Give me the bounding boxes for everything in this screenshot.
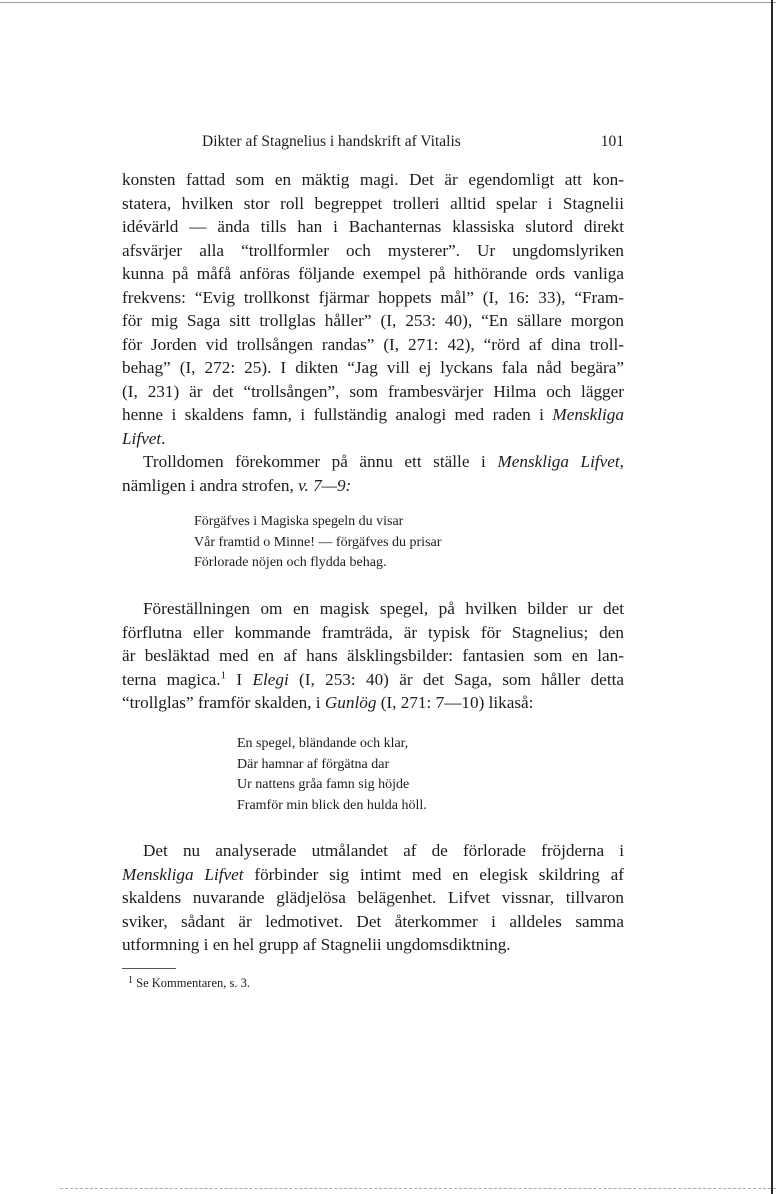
text-line: idévärld — ända tills han i Bachanternas klassiska slutord direkt <box>122 217 624 236</box>
italic-title: Menskliga Lifvet <box>122 864 244 884</box>
text-line: Föreställningen om en magisk spegel, på hvilken bilder ur det <box>143 599 624 618</box>
page-header <box>122 133 624 155</box>
text-line <box>122 450 624 474</box>
scan-bottom-edge <box>60 1188 776 1189</box>
running-title: Dikter af Stagnelius i handskrift af Vitalis <box>202 133 461 150</box>
footnote-text: Se Kommentaren, s. 3. <box>133 976 250 990</box>
paragraph-4 <box>122 839 624 957</box>
verse-quote-2 <box>237 734 427 816</box>
italic-title: Gunlög <box>324 693 377 712</box>
text-run: . <box>161 428 166 448</box>
text-line: kunna på måfå anföras följande exempel på hithörande ords vanliga <box>122 264 624 283</box>
text-line: (I, 231) är det “trollsången”, som frambesvärjer Hilma och lägger <box>122 381 624 401</box>
verse-line: Där hamnar af förgätna dar <box>237 756 390 772</box>
verse-line: En spegel, bländande och klar, <box>237 736 409 751</box>
footnote-mark: 1 <box>128 975 133 986</box>
text-run: förbinder sig intimt med en elegisk skildring af <box>243 864 624 884</box>
text-line: Det nu analyserade utmålandet af de förlorade fröjderna i <box>143 841 624 860</box>
text-line: konsten fattad som en mäktig magi. Det är egendomligt att kon- <box>122 170 624 189</box>
paragraph-2 <box>122 450 624 497</box>
verse-quote-1 <box>194 512 441 574</box>
italic-title: Lifvet <box>122 428 162 448</box>
text-line: sviker, sådant är ledmotivet. Det återkommer i alldeles samma <box>122 911 624 931</box>
text-run: henne i skaldens famn, i fullständig analogi med raden i <box>122 405 544 424</box>
text-run: “trollglas” framför skalden, i <box>122 693 321 712</box>
footnote <box>128 975 250 991</box>
text-line: för mig Saga sitt trollglas håller” (I, 253: 40), “En sällare morgon <box>122 311 624 330</box>
verse-line: Vår framtid o Minne! — förgäfves du prisar <box>194 534 442 550</box>
text-line <box>122 863 624 887</box>
italic-title: Menskliga <box>552 405 624 424</box>
text-line: statera, hvilken stor roll begreppet trolleri alltid spelar i Stagnelii <box>122 193 624 213</box>
paragraph-1 <box>122 168 624 450</box>
text-line <box>122 691 624 715</box>
verse-line: Förlorade nöjen och flydda behag. <box>194 555 387 570</box>
footnote-rule <box>122 968 176 969</box>
text-line <box>122 403 624 427</box>
italic-title: Elegi <box>252 669 289 689</box>
text-line: skaldens nuvarande glädjelösa belägenhet. Lifvet vissnar, tillvaron <box>122 888 624 907</box>
text-line: frekvens: “Evig trollkonst fjärmar hoppets mål” (I, 16: 33), “Fram- <box>122 287 624 307</box>
text-line: behag” (I, 272: 25). I dikten “Jag vill ej lyckans fala nåd begära” <box>122 358 624 377</box>
paragraph-3 <box>122 597 624 715</box>
page-number: 101 <box>600 133 624 150</box>
verse-line: Ur nattens gråa famn sig höjde <box>237 777 410 792</box>
text-line: för Jorden vid trollsången randas” (I, 271: 42), “rörd af dina troll- <box>122 334 624 354</box>
text-run: (I, 253: 40) är det Saga, som håller detta <box>288 669 624 689</box>
footnote-reference: 1 <box>220 668 227 681</box>
text-line <box>122 427 624 451</box>
text-line: är besläktad med en af hans älsklingsbilder: fantasien som en lan- <box>122 646 624 665</box>
text-line: afsvärjer alla “trollformler och mysterer”. Ur ungdomslyriken <box>122 240 624 260</box>
scan-right-edge <box>771 0 773 1194</box>
verse-reference: v. 7—9: <box>298 475 352 495</box>
text-run: (I, 271: 7—10) likaså: <box>376 693 534 712</box>
italic-title: Menskliga Lifvet, <box>497 452 624 471</box>
verse-line: Förgäfves i Magiska spegeln du visar <box>194 514 404 529</box>
text-run: nämligen i andra strofen, <box>122 475 294 495</box>
text-line <box>122 668 624 692</box>
text-run: terna magica. <box>122 669 221 689</box>
text-run: I <box>226 669 243 689</box>
text-line <box>122 474 624 498</box>
text-line: utformning i en hel grupp af Stagnelii ungdomsdiktning. <box>122 935 511 954</box>
scan-top-edge <box>0 2 776 3</box>
text-run: Trolldomen förekommer på ännu ett ställe i <box>143 452 486 471</box>
verse-line: Framför min blick den hulda höll. <box>237 797 427 813</box>
text-line: förflutna eller kommande framträda, är typisk för Stagnelius; den <box>122 622 624 642</box>
